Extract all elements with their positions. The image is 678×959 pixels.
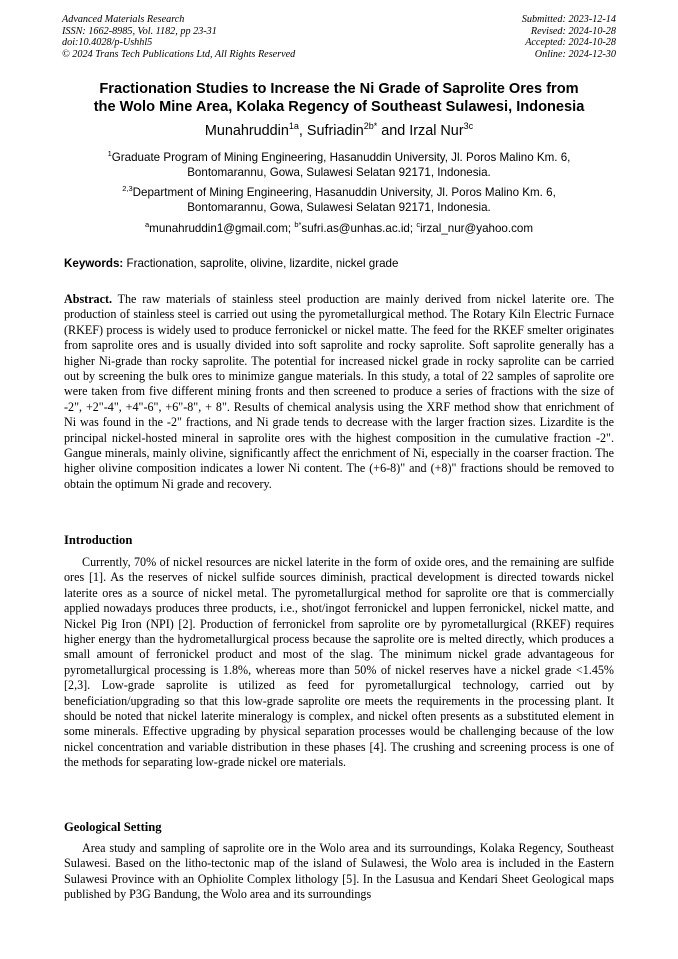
introduction-heading: Introduction [64, 533, 133, 547]
abstract [64, 292, 614, 492]
keywords-label: Keywords: [64, 257, 124, 270]
author-separator: and [377, 123, 410, 139]
title-line-1: Fractionation Studies to Increase the Ni Grade of Saprolite Ores from [99, 81, 579, 97]
keywords-text: Fractionation, saprolite, olivine, lizardite, nickel grade [123, 257, 399, 270]
affiliation-2-line-1: Department of Mining Engineering, Hasanuddin University, Jl. Poros Malino Km. 6, [132, 186, 556, 199]
author-2-marker: 2b* [363, 121, 378, 131]
email-c-link[interactable]: irzal_nur@yahoo.com [420, 222, 534, 235]
email-a-marker: a [144, 220, 150, 229]
author-emails [40, 221, 638, 236]
author-1: Munahruddin [204, 123, 289, 139]
journal-info [62, 14, 295, 60]
author-1-marker: 1a [288, 121, 299, 131]
introduction-paragraph: Currently, 70% of nickel resources are nickel laterite in the form of oxide ores, and the remaining are sulfide ores [1]. As the reserves of nickel sulfide sources diminish, practical development is directed towards nickel laterite ores as a source of nickel metal. The pyrometallurgical method for saprolite ore that is commercially applied nowadays produces three products, i.e., shot/ingot ferronickel and luppen ferronickel, nickel matte, and Nickel Pig Iron (NPI) [2]. Production of ferronickel from saprolite ore by pyrometallurgical (RKEF) requires higher energy than the hydrometallurgical process because the saprolite ore is melted directly, which produces a small amount of ferronickel product and most of the slag. The minimum nickel grade advantageous for pyrometallurgical processing is 1.8%, whereas more than 50% of nickel reserves have a nickel grade <1.45% [2,3]. Low-grade saprolite is utilized as feed for pyrometallurgical technology, carried out by beneficiation/upgrading so that this low-grade saprolite ore meets the requirements in the processing plant. It should be noted that nickel laterite mineralogy is complex, and nickel often presents as a substituted element in some minerals. Effective upgrading by physical separation processes would be challenging because of the low nickel concentration and variable distribution in these phases [4]. The crushing and screening process is one of the methods for separating low-grade nickel ore materials. [64, 555, 614, 770]
geological-setting-heading: Geological Setting [64, 820, 162, 834]
revised-date: Revised: 2024-10-28 [530, 25, 616, 37]
abstract-text: The raw materials of stainless steel production are mainly derived from nickel laterite ore. The production of stainless steel is carried out using the pyrometallurgical method. The Rotary Kiln Electric Furnace (RKEF) process is widely used to produce ferronickel or nickel matte. The feed for the RKEF smelter originates from saprolite ores and is usually divided into soft saprolite and rocky saprolite. Soft saprolite generally has a higher Ni-grade than rocky saprolite. The potential for increased nickel grade in rocky saprolite can be carried out by screening the bulk ores to minimize gangue materials. In this study, a total of 22 samples of saprolite ore were taken from five different mining fronts and then screened to produce a series of fractions with the size of -2", +2"-4", +4"-6", +6"-8", + 8". Results of chemical analysis using the XRF method show that enrichment of Ni was found in the -2" fractions, and Ni grade tends to decrease with the larger fraction sizes. Lizardite is the principal nickel-hosted mineral in saprolite ores with the highest composition in the cumulative fraction -2". Gangue minerals, mainly olivine, significantly affect the enrichment of Ni, especially in the coarser fraction. The higher olivine composition indicates a lower Ni content. The (+6-8)" and (+8)" fractions should be removed to obtain the optimum Ni grade and recovery. [64, 292, 614, 491]
keywords [64, 256, 398, 271]
affiliation-1-marker: 1 [107, 149, 112, 158]
affiliation-1-line-1: Graduate Program of Mining Engineering, Hasanuddin University, Jl. Poros Malino Km. 6, [111, 151, 571, 164]
doi: doi:10.4028/p-Ushhl5 [62, 37, 153, 49]
author-3-marker: 3c [463, 121, 474, 131]
accepted-date: Accepted: 2024-10-28 [525, 37, 616, 49]
email-b-link[interactable]: sufri.as@unhas.ac.id; [301, 222, 417, 235]
author-2: Sufriadin [306, 123, 364, 139]
journal-name: Advanced Materials Research [62, 14, 185, 25]
affiliation-1-line-2: Bontomarannu, Gowa, Sulawesi Selatan 92171, Indonesia. [187, 166, 491, 179]
affiliation-2-line-2: Bontomarannu, Gowa, Sulawesi Selatan 92171, Indonesia. [187, 201, 491, 214]
affiliation-1 [40, 150, 638, 180]
issn-line: ISSN: 1662-8985, Vol. 1182, pp 23-31 [62, 25, 217, 37]
affiliation-2-marker: 2,3 [122, 184, 133, 193]
submitted-date: Submitted: 2023-12-14 [521, 14, 616, 25]
title-line-2: the Wolo Mine Area, Kolaka Regency of Southeast Sulawesi, Indonesia [93, 99, 585, 115]
author-separator: , [298, 123, 307, 139]
affiliation-2 [40, 185, 638, 215]
publication-dates [522, 14, 616, 60]
copyright: © 2024 Trans Tech Publications Ltd, All Rights Reserved [62, 48, 296, 60]
geological-setting-paragraph: Area study and sampling of saprolite ore in the Wolo area and its surroundings, Kolaka Regency, Southeast Sulawesi. Based on the litho-tectonic map of the island of Sulawesi, the Wolo area is included in the Eastern Sulawesi Province with an Ophiolite Complex lithology [5]. In the Lasusua and Kendari Sheet Geological maps published by P3G Bandung, the Wolo area and its surroundings [64, 841, 614, 902]
abstract-label: Abstract. [64, 292, 113, 306]
author-list [40, 122, 638, 140]
email-c-marker: c [416, 220, 421, 229]
paper-title [40, 80, 638, 116]
online-date: Online: 2024-12-30 [534, 48, 616, 60]
email-a-link[interactable]: munahruddin1@gmail.com; [149, 222, 295, 235]
email-b-marker: b* [294, 220, 302, 229]
author-3: Irzal Nur [409, 123, 464, 139]
